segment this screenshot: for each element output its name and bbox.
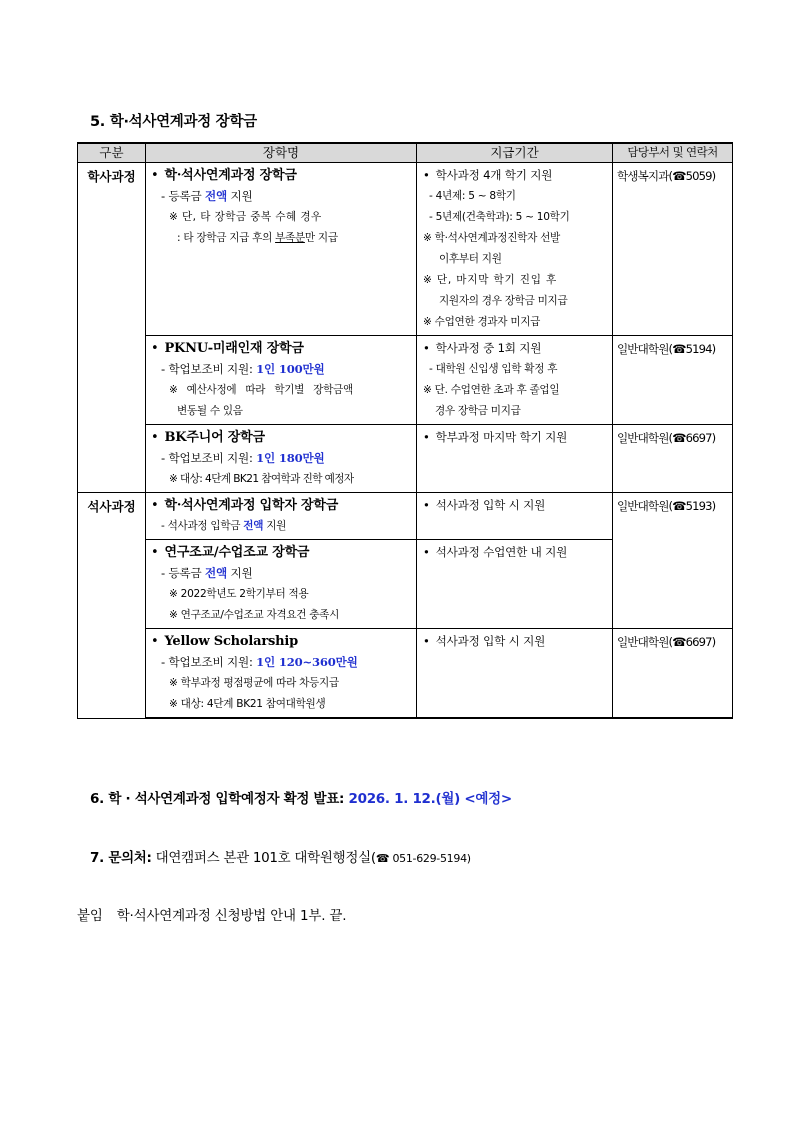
bullet-icon: • <box>151 430 159 445</box>
scholarship-detail: - 학업보조비 지원: 1인 100만원 <box>161 362 325 376</box>
period-text: • 석사과정 입학 시 지원 <box>423 634 546 648</box>
scholarship-title: • Yellow Scholarship <box>151 634 298 649</box>
table-header-row <box>78 143 733 163</box>
scholarship-title: • 학·석사연계과정 장학금 <box>151 168 297 183</box>
period-text: • 석사과정 수업연한 내 지원 <box>423 545 568 559</box>
header-name: 장학명 <box>146 143 417 163</box>
bullet-icon: • <box>151 498 159 513</box>
period-note: 지원자의 경우 장학금 미지급 <box>439 295 568 307</box>
header-period: 지급기간 <box>417 143 613 163</box>
table-row <box>78 493 733 540</box>
period-note: 경우 장학금 미지급 <box>435 405 521 417</box>
scholarship-name-cell <box>146 540 417 629</box>
scholarship-note: ※ 단, 타 장학금 중복 수혜 경우 <box>169 211 322 223</box>
scholarship-note: ※ 연구조교/수업조교 자격요건 충족시 <box>169 609 340 621</box>
period-cell <box>417 493 613 540</box>
header-category: 구분 <box>78 143 146 163</box>
scholarship-detail: - 학업보조비 지원: 1인 180만원 <box>161 451 325 465</box>
attachment-line <box>77 904 346 924</box>
scholarship-title: • 학·석사연계과정 입학자 장학금 <box>151 498 339 513</box>
scholarship-detail: - 등록금 전액 지원 <box>161 189 253 203</box>
scholarship-name-cell <box>146 425 417 493</box>
section-7-contact: 7. 문의처: 대연캠퍼스 본관 101호 대학원행정실(☎ 051-629-5194) <box>90 850 471 866</box>
category-grad: 석사과정 <box>78 493 146 719</box>
scholarship-name-cell <box>146 336 417 425</box>
period-text: • 학사과정 4개 학기 지원 <box>423 168 553 182</box>
phone-icon: ☎ 051-629-5194) <box>375 852 471 865</box>
scholarship-note: ※ 대상: 4단계 BK21 참여대학원생 <box>169 698 326 710</box>
scholarship-note: ※ 예산사정에 따라 학기별 장학금액 <box>169 384 353 396</box>
period-text: • 학부과정 마지막 학기 지원 <box>423 430 568 444</box>
scholarship-table <box>77 142 733 719</box>
dept-cell: 일반대학원(☎6697) <box>613 425 733 493</box>
scholarship-note: ※ 학부과정 평점평균에 따라 차등지급 <box>169 677 339 689</box>
header-dept: 담당부서 및 연락처 <box>613 143 733 163</box>
period-text: - 5년제(건축학과): 5 ~ 10학기 <box>429 211 570 223</box>
period-note: ※ 단, 마지막 학기 진입 후 <box>423 274 557 286</box>
table-row <box>78 425 733 493</box>
scholarship-title: • BK주니어 장학금 <box>151 430 265 445</box>
table-row <box>78 336 733 425</box>
section-6-announcement: 6. 학 · 석사연계과정 입학예정자 확정 발표: 2026. 1. 12.(월) <예정> <box>90 791 512 807</box>
period-note: 이후부터 지원 <box>439 253 502 265</box>
section-5-title: 5. 학·석사연계과정 장학금 <box>90 114 257 130</box>
scholarship-name-cell <box>146 629 417 719</box>
scholarship-name-cell <box>146 163 417 336</box>
period-text: • 석사과정 입학 시 지원 <box>423 498 546 512</box>
announcement-date: 2026. 1. 12.(월) <예정> <box>348 791 512 807</box>
dept-cell: 일반대학원(☎5193) <box>613 493 733 629</box>
scholarship-note: 변동될 수 있음 <box>177 405 243 417</box>
dept-cell: 일반대학원(☎6697) <box>613 629 733 719</box>
attachment-text: 학·석사연계과정 신청방법 안내 1부. 끝. <box>116 908 347 924</box>
bullet-icon: • <box>151 634 159 649</box>
attachment-label: 붙임 <box>77 908 103 924</box>
scholarship-title: • PKNU-미래인재 장학금 <box>151 341 304 356</box>
bullet-icon: • <box>151 168 159 183</box>
period-note: ※ 단. 수업연한 초과 후 졸업일 <box>423 384 560 396</box>
period-text: - 4년제: 5 ~ 8학기 <box>429 190 516 202</box>
period-text: • 학사과정 중 1회 지원 <box>423 341 542 355</box>
scholarship-detail: - 등록금 전액 지원 <box>161 566 253 580</box>
period-note: ※ 학·석사연계과정진학자 선발 <box>423 232 560 244</box>
dept-cell: 학생복지과(☎5059) <box>613 163 733 336</box>
scholarship-name-cell <box>146 493 417 540</box>
scholarship-note: ※ 2022학년도 2학기부터 적용 <box>169 588 309 600</box>
table-row <box>78 163 733 336</box>
table-row <box>78 629 733 719</box>
scholarship-note: : 타 장학금 지급 후의 부족분만 지급 <box>177 232 338 244</box>
period-cell <box>417 163 613 336</box>
scholarship-title: • 연구조교/수업조교 장학금 <box>151 545 310 560</box>
period-text: - 대학원 신입생 입학 확정 후 <box>429 363 558 375</box>
scholarship-detail: - 석사과정 입학금 전액 지원 <box>161 520 287 532</box>
period-note: ※ 수업연한 경과자 미지급 <box>423 316 541 328</box>
scholarship-note: ※ 대상: 4단계 BK21 참여학과 진학 예정자 <box>169 473 354 485</box>
dept-cell: 일반대학원(☎5194) <box>613 336 733 425</box>
period-cell <box>417 336 613 425</box>
period-cell <box>417 425 613 493</box>
bullet-icon: • <box>151 341 159 356</box>
period-cell <box>417 629 613 719</box>
category-undergrad: 학사과정 <box>78 163 146 493</box>
period-cell <box>417 540 613 629</box>
bullet-icon: • <box>151 545 159 560</box>
scholarship-detail: - 학업보조비 지원: 1인 120~360만원 <box>161 655 358 669</box>
